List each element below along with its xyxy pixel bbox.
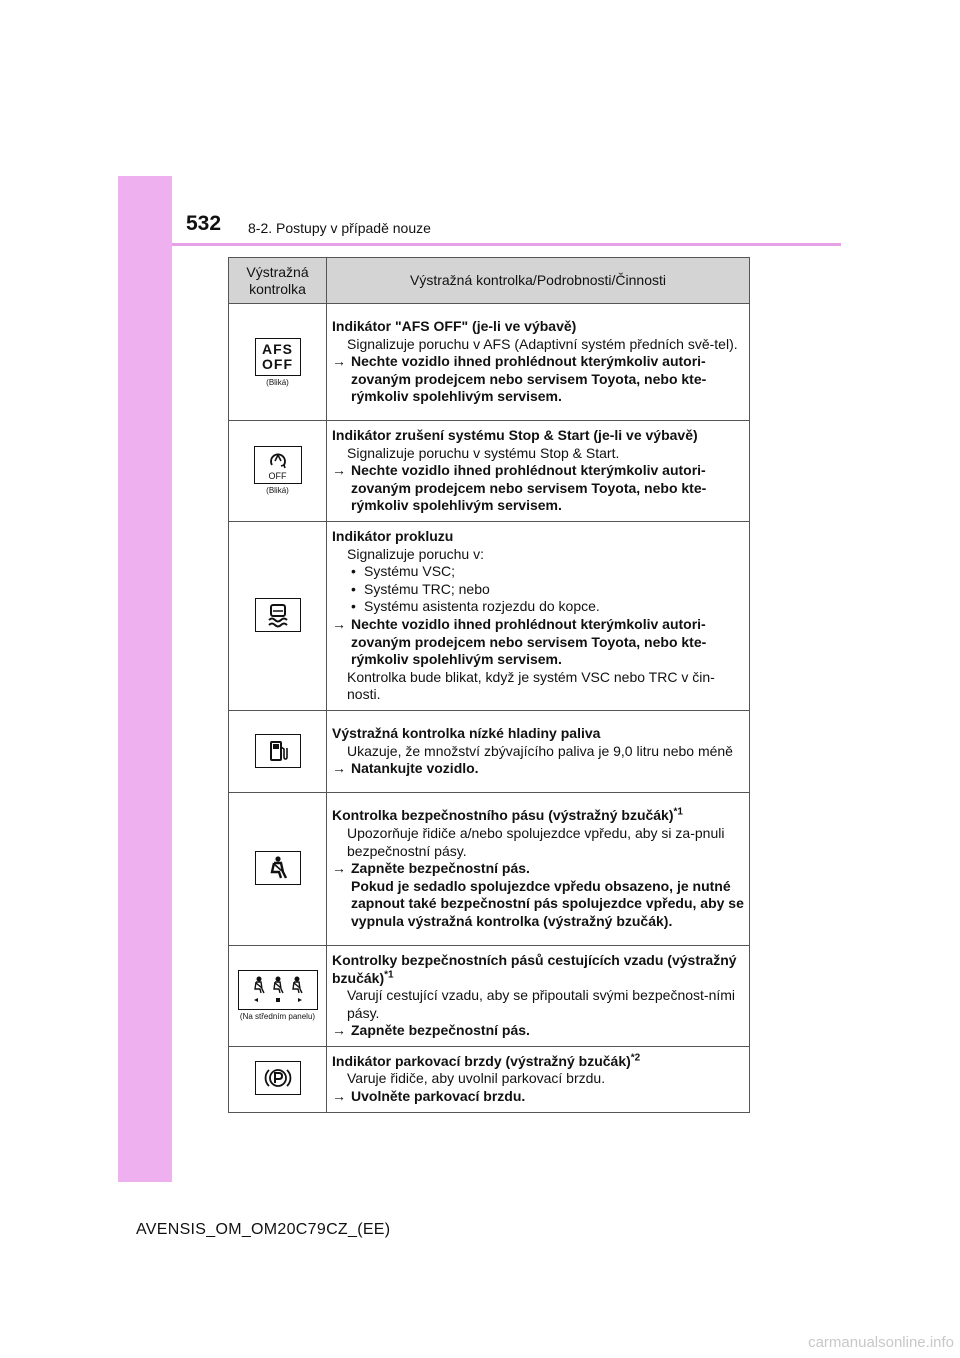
description-cell: [327, 792, 750, 945]
arrow-icon: →: [332, 1088, 346, 1105]
row-body: Signalizuje poruchu v systému Stop & Start.: [347, 444, 620, 461]
stop-start-off-icon: OFF: [254, 446, 302, 484]
action-line: [332, 462, 745, 515]
footnote-marker: *1: [673, 806, 683, 818]
action-line: [332, 353, 745, 406]
row-title: Indikátor parkovací brzdy (výstražný bzučák)$^{*2}$: [332, 1052, 641, 1069]
arrow-icon: →: [332, 615, 346, 632]
row-body: Ukazuje, že množství zbývajícího paliva je 9,0 litru nebo méně: [347, 742, 733, 759]
row-title: Výstražná kontrolka nízké hladiny paliva: [332, 725, 601, 742]
page-number: 532: [186, 212, 222, 235]
description-cell: [327, 421, 750, 522]
icon-cell: [229, 521, 327, 710]
action-line: [332, 760, 745, 778]
icon-caption: (Bliká): [266, 486, 289, 496]
action-line: [332, 616, 745, 669]
parking-brake-icon: [255, 1061, 301, 1095]
icon-cell: [229, 945, 327, 1046]
section-tab-strip: [118, 176, 172, 1182]
row-action: Zapněte bezpečnostní pás.: [351, 860, 530, 877]
table-row: [229, 945, 750, 1046]
row-action: Nechte vozidlo ihned prohlédnout kterýmkoliv autori-zovaným prodejcem nebo servisem Toyota, nebo kte-rýmkoliv spolehlivým servisem.: [351, 615, 707, 668]
row-body: Signalizuje poruchu v:: [347, 545, 484, 562]
section-title: 8-2. Postupy v případě nouze: [248, 220, 431, 236]
watermark: carmanualsonline.info: [808, 1334, 954, 1351]
description-cell: [327, 1046, 750, 1112]
description-cell: [327, 710, 750, 792]
row-title: Indikátor "AFS OFF" (je-li ve výbavě): [332, 318, 577, 335]
slip-indicator-icon: [255, 598, 301, 632]
document-code: AVENSIS_OM_OM20C79CZ_(EE): [136, 1221, 391, 1238]
description-cell: [327, 304, 750, 421]
row-action: Natankujte vozidlo.: [351, 760, 479, 777]
description-cell: [327, 945, 750, 1046]
row-body: Signalizuje poruchu v AFS (Adaptivní systém předních svě-tel).: [347, 335, 738, 352]
table-row: [229, 710, 750, 792]
arrow-icon: →: [332, 760, 346, 777]
arrow-icon: →: [332, 860, 346, 877]
table-row: [229, 1046, 750, 1112]
column-header-details: Výstražná kontrolka/Podrobnosti/Činnosti: [327, 258, 750, 304]
table-header-row: [229, 258, 750, 304]
table-row: [229, 304, 750, 421]
row-extra: Kontrolka bude blikat, když je systém VSC nebo TRC v čin-nosti.: [347, 668, 715, 703]
action-line: [332, 1088, 745, 1106]
icon-cell: [229, 421, 327, 522]
icon-cell: [229, 304, 327, 421]
bullet-item: • Systému TRC; nebo: [332, 581, 745, 599]
footnote-marker: *2: [630, 1052, 641, 1064]
row-note: Pokud je sedadlo spolujezdce vpředu obsazeno, je nutné zapnout také bezpečnostní pás spolujezdce vpředu, aby se vypnula výstražná kontrolka (výstražný bzučák).: [351, 877, 744, 929]
row-title: Kontrolky bezpečnostních pásů cestujících vzadu (výstražný bzučák)$^{*1}$: [332, 951, 737, 986]
warning-lights-table: [228, 257, 750, 1113]
row-action: Nechte vozidlo ihned prohlédnout kterýmkoliv autori-zovaným prodejcem nebo servisem Toyota, nebo kte-rýmkoliv spolehlivým servisem.: [351, 462, 707, 514]
icon-cell: [229, 710, 327, 792]
row-body: Upozorňuje řidiče a/nebo spolujezdce vpředu, aby si za-pnuli bezpečnostní pásy.: [347, 824, 725, 859]
table-row: [229, 521, 750, 710]
icon-cell: [229, 792, 327, 945]
footnote-marker: *1: [384, 968, 394, 980]
column-header-icon: Výstražná kontrolka: [229, 258, 327, 304]
row-action: Nechte vozidlo ihned prohlédnout kterýmkoliv autori-zovaným prodejcem nebo servisem Toyota, nebo kte-rýmkoliv spolehlivým servisem.: [351, 353, 707, 405]
action-line: [332, 1022, 745, 1040]
row-action: Zapněte bezpečnostní pás.: [351, 1022, 530, 1039]
row-body: Varuje řidiče, aby uvolnil parkovací brzdu.: [347, 1070, 606, 1087]
rear-seatbelts-icon: [238, 970, 318, 1010]
fuel-pump-icon: [255, 734, 301, 768]
seatbelt-icon: [255, 851, 301, 885]
row-action: Uvolněte parkovací brzdu.: [351, 1088, 526, 1105]
arrow-icon: →: [332, 1022, 346, 1039]
afs-off-icon: AFS OFF: [255, 338, 301, 376]
row-title: Indikátor zrušení systému Stop & Start (je-li ve výbavě): [332, 427, 698, 443]
icon-cell: [229, 1046, 327, 1112]
bullet-item: • Systému asistenta rozjezdu do kopce.: [332, 598, 745, 616]
header-rule: [172, 243, 841, 246]
arrow-icon: →: [332, 462, 346, 479]
icon-caption: (Bliká): [266, 377, 289, 387]
row-body: Varují cestující vzadu, aby se připoutali svými bezpečnost-ními pásy.: [347, 987, 736, 1021]
description-cell: [327, 521, 750, 710]
bullet-item: • Systému VSC;: [332, 563, 745, 581]
icon-caption: (Na středním panelu): [239, 1012, 316, 1022]
table-row: [229, 792, 750, 945]
row-title: Kontrolka bezpečnostního pásu (výstražný bzučák)$^{*1}$: [332, 806, 683, 824]
row-title: Indikátor prokluzu: [332, 527, 454, 544]
arrow-icon: →: [332, 353, 346, 370]
table-row: [229, 421, 750, 522]
action-line: [332, 860, 745, 878]
